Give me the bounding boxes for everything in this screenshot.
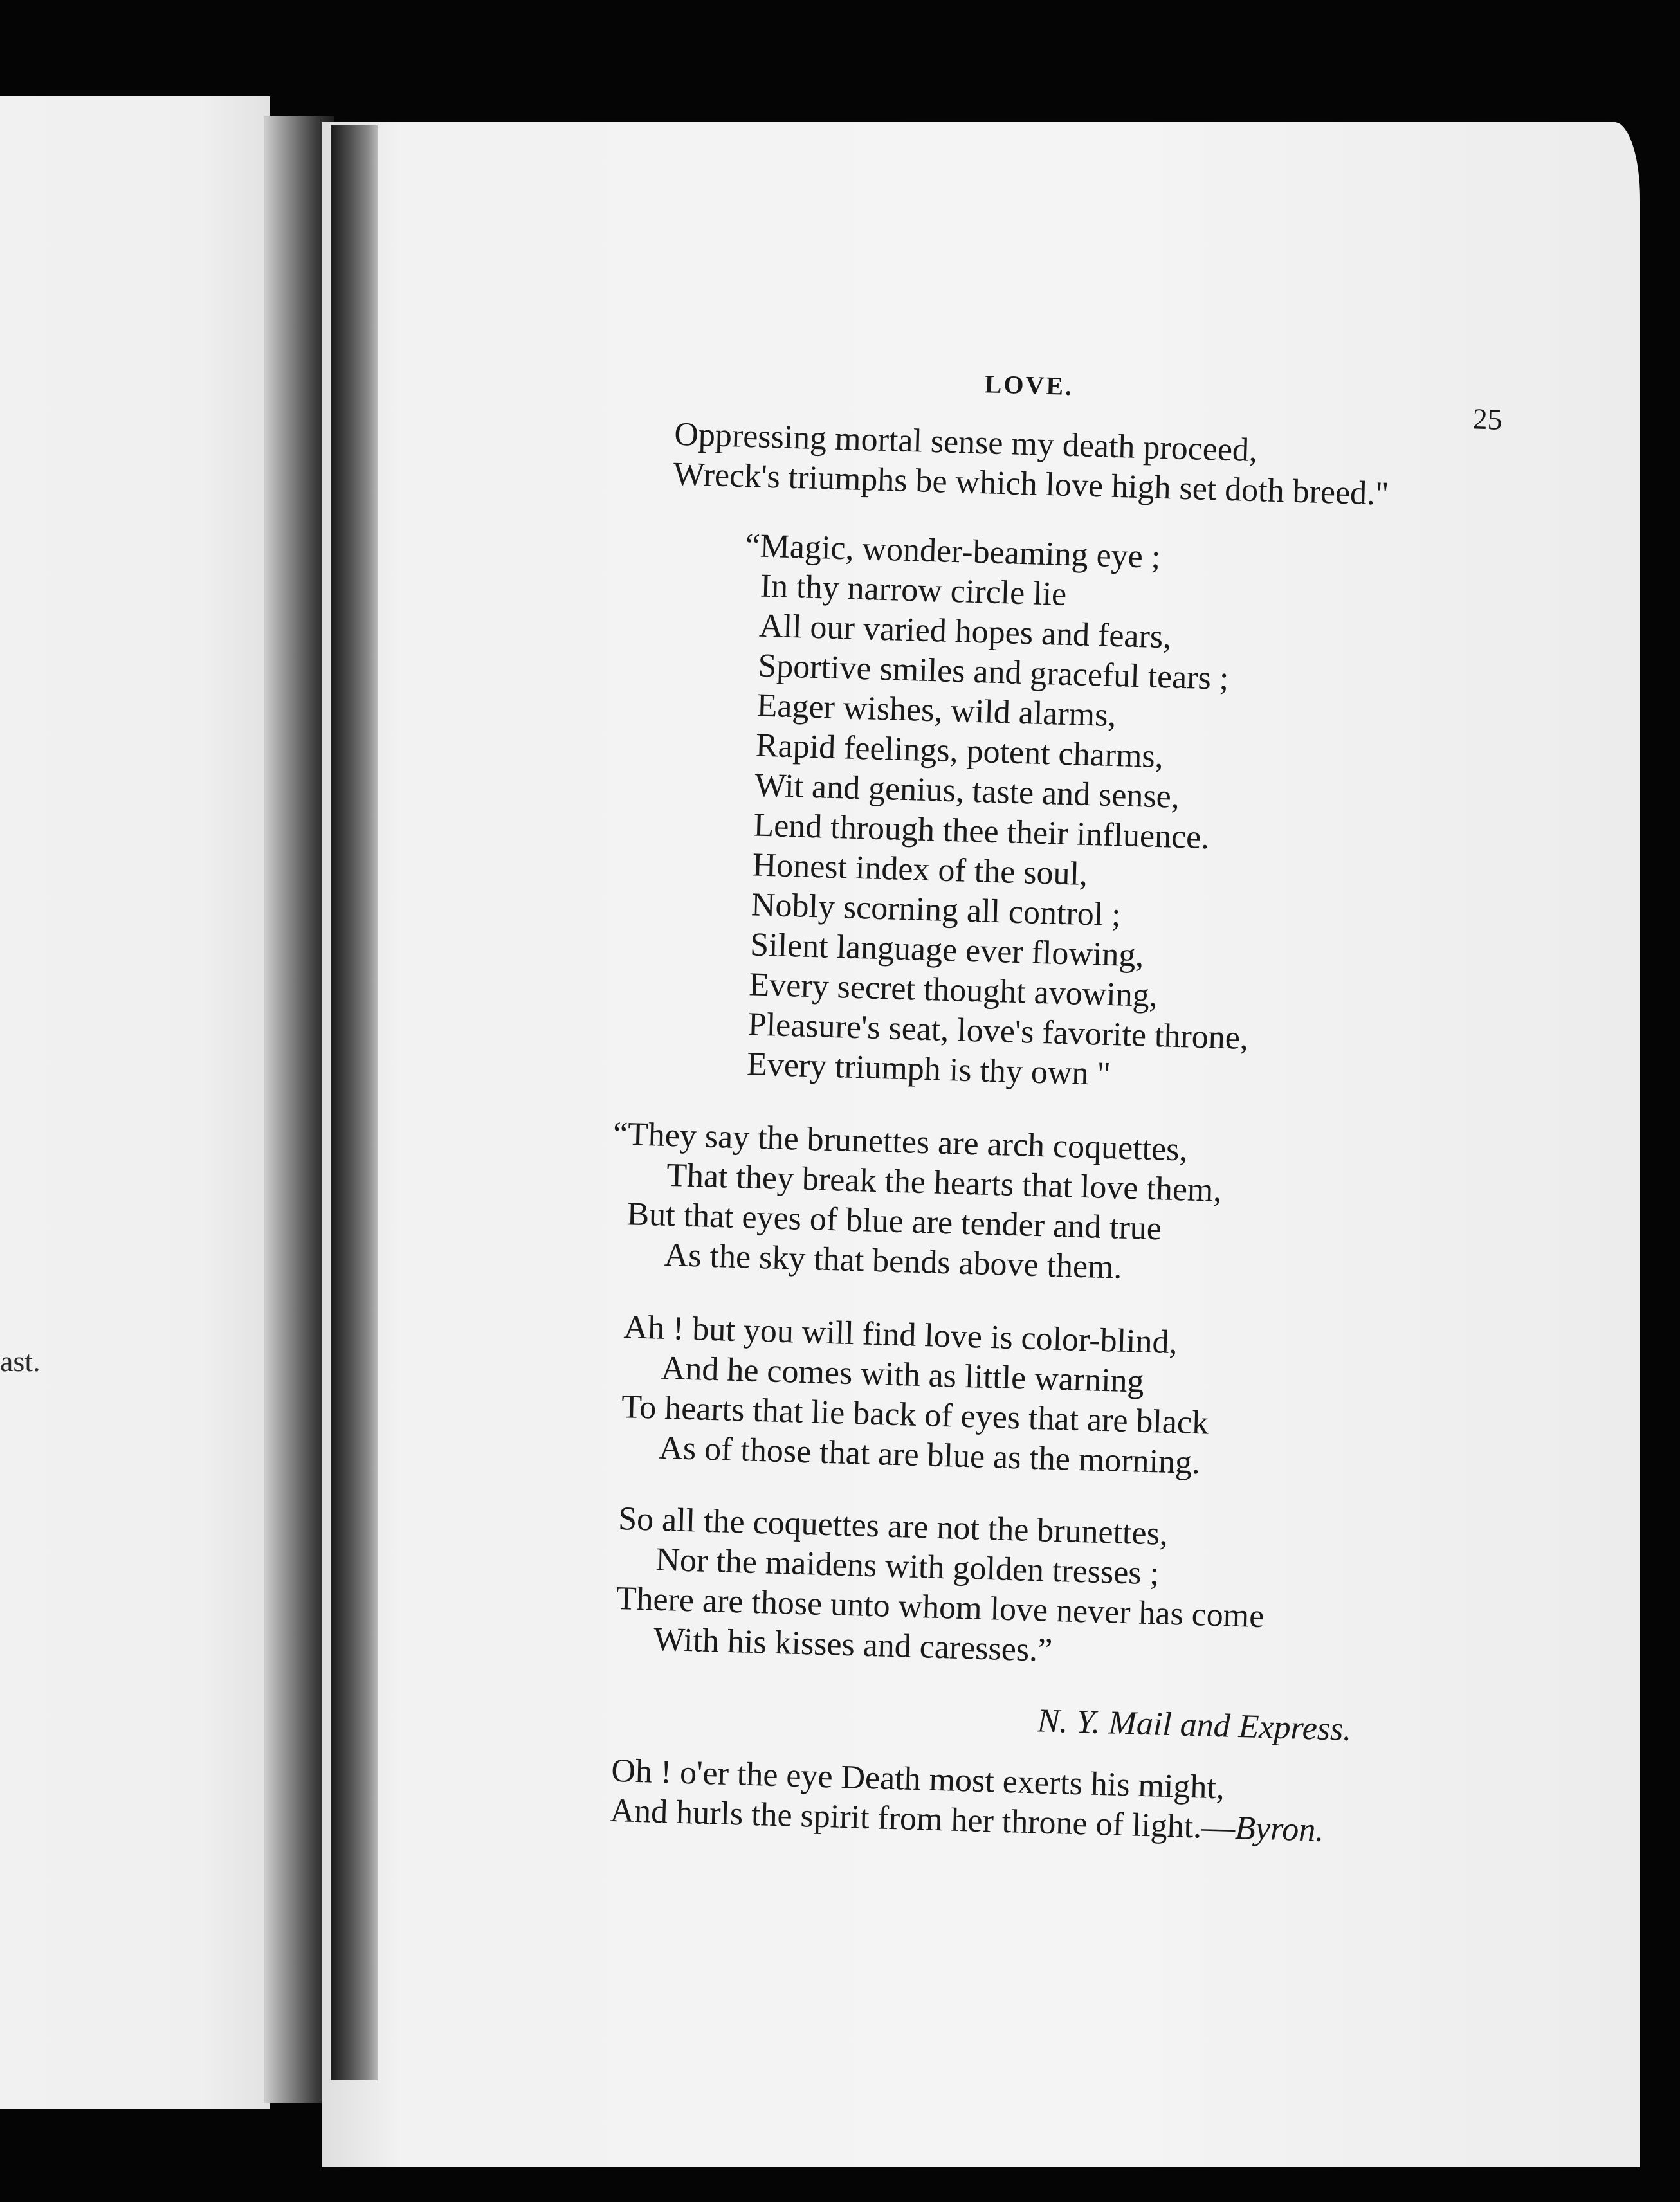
stanza-line: As of those that are blue as the morning.: [658, 1429, 1201, 1482]
poem-line: Every secret thought avowing,: [748, 966, 1158, 1015]
poem-line: In thy narrow circle lie: [760, 567, 1068, 613]
poem-line: Wit and genius, taste and sense,: [754, 767, 1180, 815]
stanza-line: With his kisses and caresses.”: [653, 1621, 1054, 1669]
poem-line: Rapid feelings, potent charms,: [755, 727, 1164, 776]
stanza-line: To hearts that lie back of eyes that are black: [621, 1388, 1209, 1442]
poem-line: Nobly scorning all control ;: [751, 886, 1122, 934]
running-head: LOVE.: [984, 369, 1074, 401]
stanza-line: Nor the maidens with golden tresses ;: [655, 1541, 1160, 1592]
source-attribution: N. Y. Mail and Express.: [1037, 1702, 1353, 1748]
closing-line: Oh ! o'er the eye Death most exerts his might,: [610, 1752, 1225, 1806]
poem-line: Silent language ever flowing,: [749, 926, 1145, 974]
poem-line: All our varied hopes and fears,: [758, 607, 1172, 656]
author-signature: Byron.: [1234, 1809, 1325, 1849]
poem-line: Eager wishes, wild alarms,: [756, 687, 1117, 734]
opening-line: Wreck's triumphs be which love high set doth breed.": [672, 455, 1390, 513]
poem-line: Sportive smiles and graceful tears ;: [757, 647, 1230, 697]
page-number: 25: [1472, 402, 1503, 436]
stanza-line: As the sky that bends above them.: [664, 1236, 1123, 1286]
stanza-line: “They say the brunettes are arch coquettes,: [612, 1115, 1189, 1169]
poem-line: Honest index of the soul,: [752, 846, 1088, 893]
poem-line: Lend through thee their influence.: [753, 806, 1210, 857]
stanza-line: And he comes with as little warning: [661, 1349, 1145, 1400]
stanza-line: That they break the hearts that love them,: [666, 1156, 1223, 1209]
opening-line: Oppressing mortal sense my death proceed,: [673, 415, 1258, 469]
left-page-text-fragment: ast.: [0, 1345, 41, 1378]
poem-line: “Magic, wonder-beaming eye ;: [744, 527, 1162, 576]
closing-line-text: And hurls the spirit from her throne of light.—: [609, 1792, 1236, 1846]
stanza-line: There are those unto whom love never has come: [616, 1579, 1265, 1635]
stanza-line: But that eyes of blue are tender and true: [626, 1196, 1162, 1248]
stanza-line: So all the coquettes are not the brunettes,: [617, 1500, 1169, 1552]
poem-line: Every triumph is thy own ": [746, 1046, 1111, 1093]
poem-line: Pleasure's seat, love's favorite throne,: [747, 1006, 1249, 1057]
stanza-line: Ah ! but you will find love is color-blind,: [623, 1309, 1178, 1361]
